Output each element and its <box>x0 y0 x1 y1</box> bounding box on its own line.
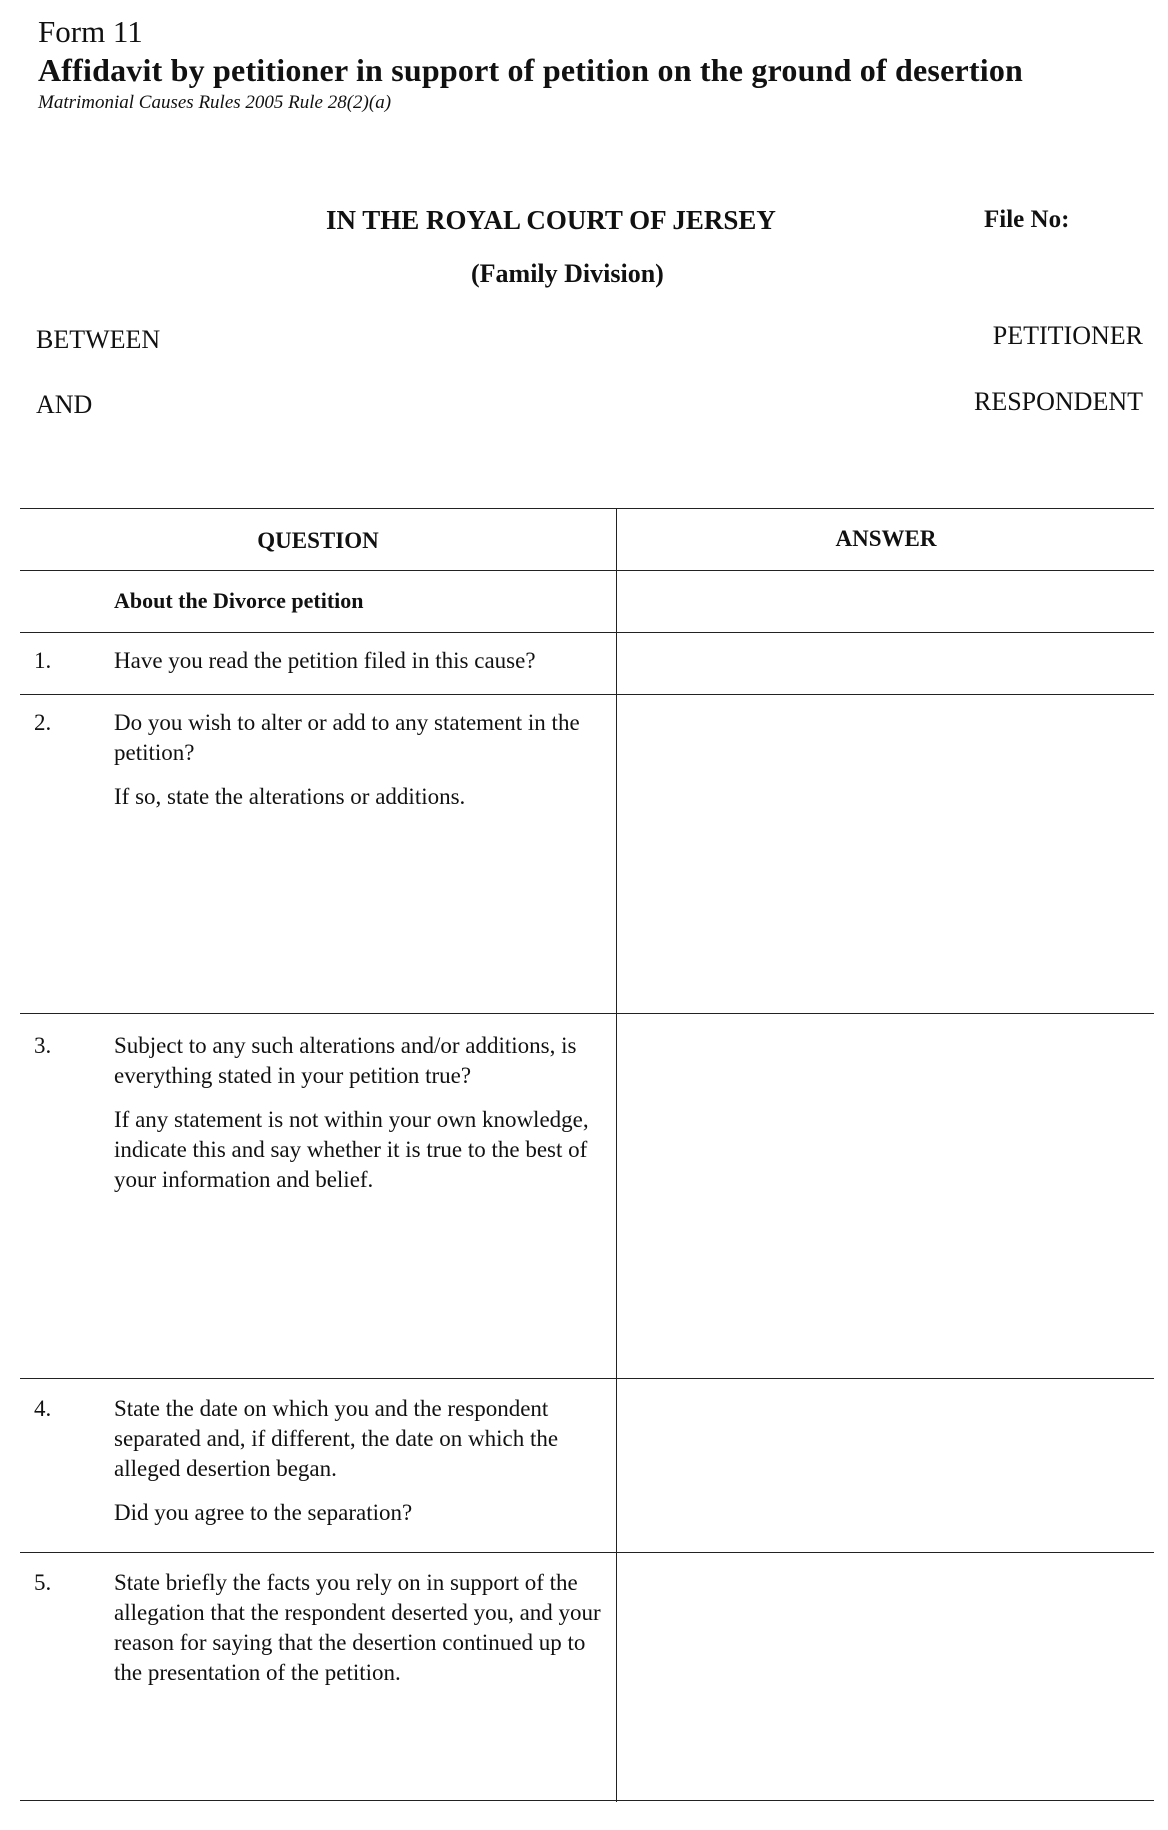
table-rule <box>20 570 1154 571</box>
question-paragraph: If any statement is not within your own knowledge, indicate this and say whether it is true to the best of your information and belief. <box>114 1107 589 1192</box>
question-paragraph: State briefly the facts you rely on in support of the allegation that the respondent deserted you, and your reason for saying that the desertion continued up to the presentation of the petition. <box>114 1570 601 1685</box>
column-divider <box>616 508 617 1802</box>
question-number: 2. <box>34 710 52 735</box>
question-text <box>114 1031 610 1209</box>
question-paragraph: If so, state the alterations or additions. <box>114 784 466 809</box>
court-name: IN THE ROYAL COURT OF JERSEY <box>326 205 776 235</box>
question-number: 3. <box>34 1033 52 1058</box>
question-answer-table <box>20 508 1154 1802</box>
petitioner-label: PETITIONER <box>992 321 1143 350</box>
answer-column-header: ANSWER <box>835 526 937 551</box>
question-text <box>114 646 610 690</box>
table-rule <box>20 1552 1154 1553</box>
question-paragraph: Do you wish to alter or add to any statement in the petition? <box>114 710 580 765</box>
form-number: Form 11 <box>38 14 143 49</box>
question-column-header: QUESTION <box>257 528 379 553</box>
question-number: 5. <box>34 1570 52 1595</box>
between-label: BETWEEN <box>36 325 161 354</box>
question-text <box>114 1568 610 1702</box>
question-text <box>114 708 610 826</box>
table-rule <box>20 632 1154 633</box>
question-number: 1. <box>34 648 52 673</box>
question-paragraph: Subject to any such alterations and/or additions, is everything stated in your petition true? <box>114 1033 577 1088</box>
rule-reference: Matrimonial Causes Rules 2005 Rule 28(2)(a) <box>38 92 392 113</box>
section-title: About the Divorce petition <box>114 588 364 613</box>
question-paragraph: State the date on which you and the respondent separated and, if different, the date on which the alleged desertion began. <box>114 1396 559 1481</box>
question-text <box>114 1394 610 1542</box>
question-paragraph: Did you agree to the separation? <box>114 1500 413 1525</box>
table-rule <box>20 694 1154 695</box>
form-title: Affidavit by petitioner in support of petition on the ground of desertion <box>38 52 1024 88</box>
question-number: 4. <box>34 1396 52 1421</box>
table-rule <box>20 1013 1154 1014</box>
and-label: AND <box>36 390 93 419</box>
file-number-label: File No: <box>984 206 1070 233</box>
question-paragraph: Have you read the petition filed in this cause? <box>114 648 536 673</box>
court-division: (Family Division) <box>471 259 664 288</box>
table-rule <box>20 508 1154 509</box>
respondent-label: RESPONDENT <box>973 387 1143 416</box>
table-rule <box>20 1378 1154 1379</box>
table-rule <box>20 1800 1154 1801</box>
